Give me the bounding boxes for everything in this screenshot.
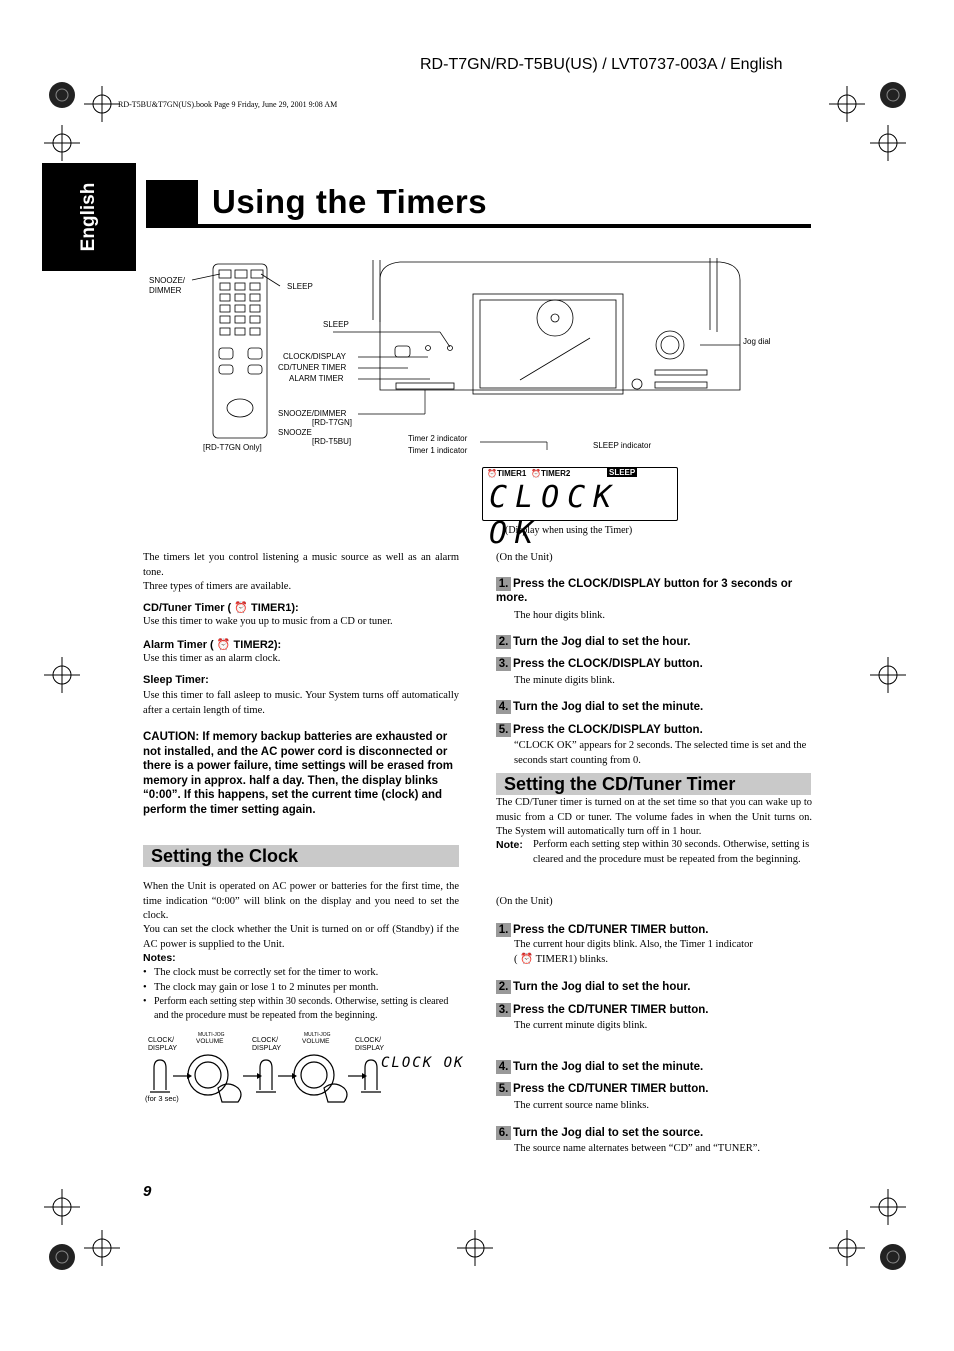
note-3: Perform each setting step within 30 seconds. Otherwise, setting is cleared and the procedure must be repeated from the beginning. <box>154 996 449 1021</box>
clock-step-3-note: The minute digits blink. <box>514 675 615 686</box>
cd-step-1-note: The current hour digits blink. Also, the Timer 1 indicator ( ⏰ TIMER1) blinks. <box>514 939 753 965</box>
display-clock-ok: CLOCK OK <box>489 480 620 551</box>
display-timer1: TIMER1 <box>497 469 527 478</box>
list-item: • Perform each setting step within 30 seconds. Otherwise, setting is cleared and the procedure must be repeated from the beginning. <box>143 995 459 1023</box>
cd-note-text: Perform each setting step within 30 seconds. Otherwise, setting is cleared and the procedure must be repeated from the beginning. <box>533 839 810 865</box>
display-caption: (Display when using the Timer) <box>505 525 633 536</box>
label-snooze-dimmer: SNOOZE/DIMMER <box>278 409 347 418</box>
alarm-clock-icon: ⏰ <box>531 469 541 478</box>
hand-turning-icon <box>218 1084 241 1102</box>
cd-paragraph-1: The CD/Tuner timer is turned on at the set time so that you can wake up to music from a CD or tuner. The volume fades in when the Unit turns on. The System will automatically turn off in 1 hour. <box>496 797 812 837</box>
step-number: 4. <box>496 1060 511 1074</box>
alarm-clock-icon: ⏰ <box>520 953 534 965</box>
cd-tuner-timer-heading-b: TIMER1): <box>251 602 299 614</box>
fig-clock-display-2: CLOCK/ DISPLAY <box>252 1037 282 1052</box>
title-rule <box>146 224 811 228</box>
title-block-decoration <box>146 180 198 226</box>
on-unit-label-1: (On the Unit) <box>496 552 553 563</box>
jog-dial-icon <box>188 1055 228 1095</box>
step-text: Turn the Jog dial to set the minute. <box>513 701 704 713</box>
alarm-timer-heading-b: TIMER2): <box>233 639 282 651</box>
alarm-timer-heading <box>143 638 281 651</box>
fig-multijog-2: MULTI-JOG <box>304 1032 331 1038</box>
alarm-clock-icon: ⏰ <box>216 639 231 651</box>
display-timer2: TIMER2 <box>541 469 571 478</box>
label-remote-sleep: SLEEP <box>287 282 313 291</box>
alarm-clock-icon: ⏰ <box>234 602 248 614</box>
crop-mark-icon <box>44 125 80 161</box>
alarm-timer-desc: Use this timer as an alarm clock. <box>143 653 281 664</box>
step-text: Turn the Jog dial to set the hour. <box>513 636 691 648</box>
finger-press-icon <box>365 1060 377 1090</box>
step-number: 4. <box>496 700 511 714</box>
main-unit-drawing <box>373 258 740 394</box>
remote-control-drawing <box>192 264 280 438</box>
cd-note-label: Note: <box>496 839 523 851</box>
step-text: Press the CLOCK/DISPLAY button for 3 seconds or more. <box>496 578 793 604</box>
fig-volume-2: VOLUME <box>302 1038 330 1045</box>
cd-step-1-note-a: The current hour digits blink. Also, the Timer 1 indicator <box>514 939 753 950</box>
step-number: 2. <box>496 980 511 994</box>
clock-step-2 <box>496 635 690 649</box>
step-text: Turn the Jog dial to set the minute. <box>513 1061 704 1073</box>
step-text: Press the CD/TUNER TIMER button. <box>513 1083 709 1095</box>
step-text: Turn the Jog dial to set the hour. <box>513 981 691 993</box>
crop-mark-icon <box>84 86 120 122</box>
alarm-clock-icon: ⏰ <box>487 469 497 478</box>
crop-mark-icon <box>870 657 906 693</box>
page-title: Using the Timers <box>212 183 488 220</box>
hand-turning-icon <box>324 1084 347 1102</box>
sleep-timer-desc: Use this timer to fall asleep to music. Your System turns off automatically after a certain length of time. <box>143 690 459 716</box>
fig-lcd-clock-ok: CLOCK OK <box>381 1055 465 1071</box>
note-1: The clock must be correctly set for the timer to work. <box>154 967 379 978</box>
step-number: 3. <box>496 1003 511 1017</box>
remote-buttons <box>219 270 263 417</box>
clock-paragraph-1: When the Unit is operated on AC power or batteries for the first time, the time indication “0:00” will blink on the display and you need to set the clock. <box>143 881 459 921</box>
cd-tuner-timer-heading <box>143 601 299 614</box>
language-tab-label: English <box>78 182 99 252</box>
cd-section-heading-bar <box>496 773 811 795</box>
clock-step-1-note: The hour digits blink. <box>514 610 605 621</box>
clock-step-5 <box>496 723 703 737</box>
clock-notes-heading: Notes: <box>143 952 176 964</box>
step-text: Press the CLOCK/DISPLAY button. <box>513 658 703 670</box>
intro-paragraph-1: The timers let you control listening a music source as well as an alarm tone. <box>143 552 459 578</box>
step-number: 5. <box>496 723 511 737</box>
cd-step-4 <box>496 1060 703 1074</box>
crop-mark-icon <box>44 1189 80 1225</box>
caution-text: CAUTION: If memory backup batteries are exhausted or not installed, and the AC power cord is disconnected or there is a power failure, time settings will be erased from memory in approx. half a day. Then, the display blinks “0:00”. If this happens, set the current time (clock) and perform the timer setting again. <box>143 731 453 816</box>
clock-paragraph-2: You can set the clock whether the Unit is turned on or off (Standby) if the AC power is supplied to the Unit. <box>143 924 459 950</box>
display-sleep: SLEEP <box>609 468 636 477</box>
cd-section-heading: Setting the CD/Tuner Timer <box>504 774 736 794</box>
alarm-timer-heading-a: Alarm Timer ( <box>143 639 214 651</box>
step-number: 1. <box>496 923 511 937</box>
cd-step-1 <box>496 923 709 937</box>
clock-section-heading: Setting the Clock <box>151 846 299 866</box>
cd-step-1-note-b: TIMER1) blinks. <box>535 953 608 965</box>
clock-section-heading-bar <box>143 845 459 867</box>
crop-mark-icon <box>44 657 80 693</box>
cd-tuner-timer-heading-a: CD/Tuner Timer ( <box>143 602 232 614</box>
label-jog-dial: Jog dial <box>743 337 771 346</box>
cd-step-3 <box>496 1003 709 1017</box>
label-unit-sleep: SLEEP <box>323 320 349 329</box>
step-number: 1. <box>496 577 511 591</box>
jog-dial-icon <box>294 1055 334 1095</box>
list-item: • The clock may gain or lose 1 to 2 minutes per month. <box>143 981 459 996</box>
label-cd-tuner-timer: CD/TUNER TIMER <box>278 363 347 372</box>
language-tab <box>42 163 136 271</box>
list-item: • The clock must be correctly set for the timer to work. <box>143 966 459 981</box>
fig-for-3-sec: (for 3 sec) <box>145 1094 179 1103</box>
cd-step-2 <box>496 980 690 994</box>
clock-step-4 <box>496 700 703 714</box>
label-sleep-indicator: SLEEP indicator <box>593 441 652 450</box>
page-number: 9 <box>143 1183 152 1200</box>
device-illustration <box>140 250 820 450</box>
label-rd-t7gn-only: [RD-T7GN Only] <box>203 443 262 452</box>
intro-paragraph-2: Three types of timers are available. <box>143 581 292 592</box>
finger-press-icon <box>154 1060 166 1090</box>
crop-mark-icon <box>84 1230 120 1266</box>
crop-mark-icon <box>829 86 865 122</box>
label-timer2-indicator: Timer 2 indicator <box>408 434 468 443</box>
step-text: Press the CD/TUNER TIMER button. <box>513 924 709 936</box>
finger-press-icon <box>260 1060 272 1090</box>
model-header: RD-T7GN/RD-T5BU(US) / LVT0737-003A / English <box>420 56 783 73</box>
label-rd-t7gn: [RD-T7GN] <box>312 418 352 427</box>
crop-mark-icon <box>870 1189 906 1225</box>
clock-step-5-note: “CLOCK OK” appears for 2 seconds. The selected time is set and the seconds start counting from 0. <box>514 740 807 766</box>
fig-clock-display-3: CLOCK/ DISPLAY <box>355 1037 385 1052</box>
book-info-line: RD-T5BU&T7GN(US).book Page 9 Friday, June 29, 2001 9:08 AM <box>118 100 338 109</box>
step-text: Press the CLOCK/DISPLAY button. <box>513 724 703 736</box>
fig-clock-display-1: CLOCK/ DISPLAY <box>148 1037 178 1052</box>
fig-volume-1: VOLUME <box>196 1038 224 1045</box>
step-number: 2. <box>496 635 511 649</box>
crop-mark-icon <box>870 125 906 161</box>
cd-step-6 <box>496 1126 703 1140</box>
clock-notes-list <box>143 966 459 1023</box>
clock-step-1 <box>496 577 816 605</box>
crop-mark-icon <box>457 1230 493 1266</box>
cd-tuner-timer-desc: Use this timer to wake you up to music from a CD or tuner. <box>143 616 393 627</box>
cd-step-6-note: The source name alternates between “CD” and “TUNER”. <box>514 1143 761 1154</box>
step-text: Press the CD/TUNER TIMER button. <box>513 1004 709 1016</box>
cd-step-5 <box>496 1082 709 1096</box>
crop-mark-icon <box>829 1230 865 1266</box>
step-text: Turn the Jog dial to set the source. <box>513 1127 704 1139</box>
note-2: The clock may gain or lose 1 to 2 minutes per month. <box>154 981 379 993</box>
step-number: 6. <box>496 1126 511 1140</box>
clock-step-3 <box>496 657 703 671</box>
on-unit-label-2: (On the Unit) <box>496 896 553 907</box>
label-remote-snooze-dimmer: SNOOZE/ DIMMER <box>149 276 186 295</box>
cd-step-5-note: The current source name blinks. <box>514 1100 649 1111</box>
sleep-timer-heading: Sleep Timer: <box>143 674 209 686</box>
step-number: 5. <box>496 1082 511 1096</box>
label-alarm-timer: ALARM TIMER <box>289 374 344 383</box>
cd-step-3-note: The current minute digits blink. <box>514 1020 648 1031</box>
step-number: 3. <box>496 657 511 671</box>
label-timer1-indicator: Timer 1 indicator <box>408 446 468 455</box>
label-rd-t5bu: [RD-T5BU] <box>312 437 352 446</box>
label-clock-display: CLOCK/DISPLAY <box>283 352 346 361</box>
fig-multijog-1: MULTI-JOG <box>198 1032 225 1038</box>
label-snooze: SNOOZE <box>278 428 312 437</box>
